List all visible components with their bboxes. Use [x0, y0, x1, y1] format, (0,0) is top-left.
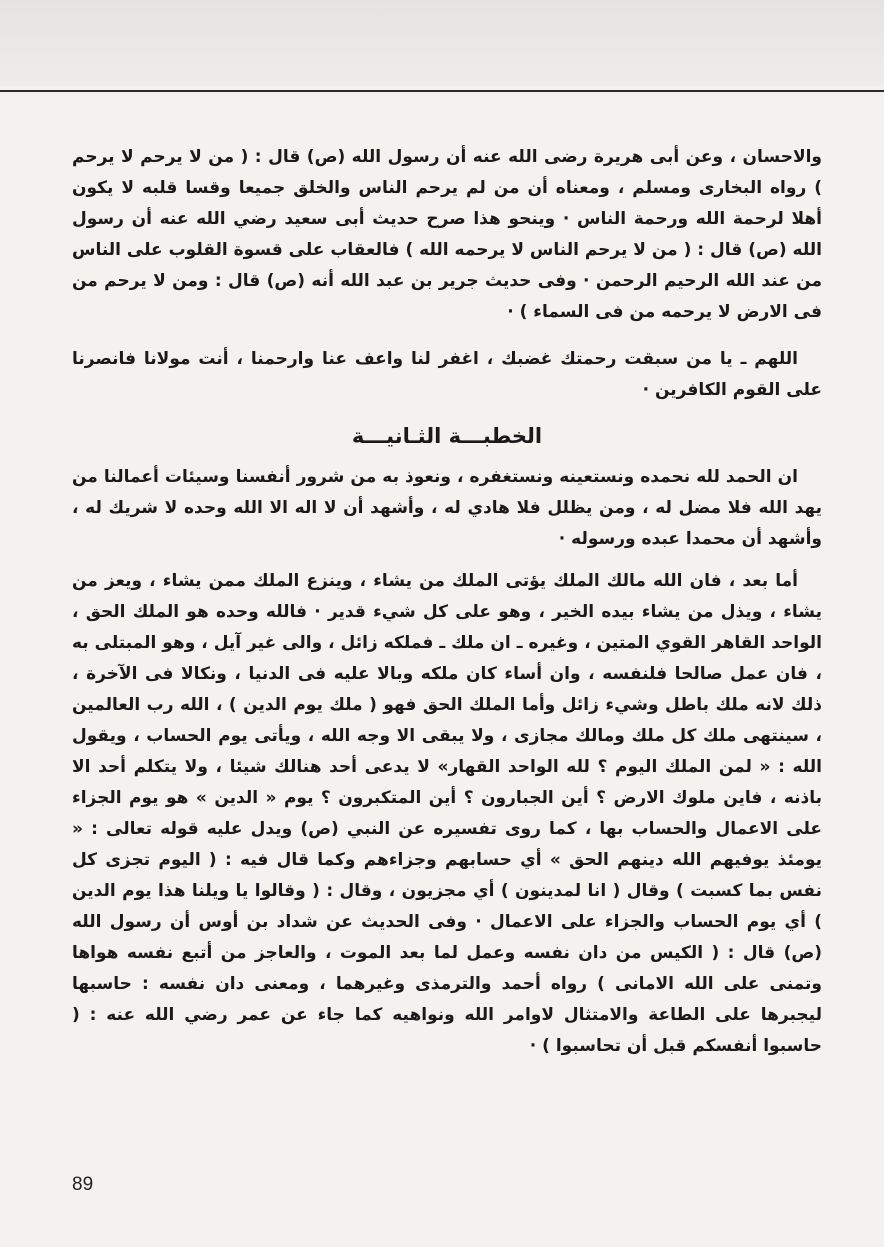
section-heading: الخطبـــة الثـانيـــة: [351, 424, 543, 448]
header-rule: [0, 90, 884, 92]
paragraph-3: ان الحمد لله نحمده ونستعينه ونستغفره ، ونعوذ به من شرور أنفسنا وسيئات أعمالنا من يهد الله فلا مضل له ، ومن يظلل فلا هادي له ، وأشهد أن لا اله الا الله وحده لا شريك له ، وأشهد أن محمدا عبده ورسوله ·: [72, 467, 822, 549]
page-number: 89: [72, 1174, 94, 1195]
paragraph-4: أما بعد ، فان الله مالك الملك يؤتى الملك من يشاء ، وينزع الملك ممن يشاء ، ويعز من يشاء ، ويذل من يشاء بيده الخير ، وهو على كل شيء قدير · فالله وحده هو الملك الحق ، الواحد القاهر القوي المتين ، وغيره ـ ان ملك ـ فملكه زائل ، والى غير آيل ، وهو المبتلى به ، فان عمل صالحا فلنفسه ، وان أساء كان ملكه وبالا عليه فى الدنيا ، ونكالا فى الآخرة ، ذلك لانه ملك باطل وشيء زائل وأما الملك الحق فهو ( ملك يوم الدين ) ، الله رب العالمين ، سينتهى ملك كل ملك ومالك مجازى ، ولا يبقى الا وجه الله ، ويأتى يوم الحساب ، ويقول الله : « لمن الملك اليوم ؟ لله الواحد القهار» لا يدعى أحد هنالك شيئا ، ولا يتكلم أحد الا باذنه ، فاين ملوك الارض ؟ أين الجبارون ؟ أين المتكبرون ؟ يوم « الدين » هو يوم الجزاء على الاعمال والحساب بها ، كما روى تفسيره عن النبي (ص) ويدل عليه قوله تعالى : « يومئذ يوفيهم الله دينهم الحق » أي حسابهم وجزاءهم وكما قال فيه : ( اليوم تجزى كل نفس بما كسبت ) وقال ( انا لمدينون ) أي مجزيون ، وقال : ( وقالوا يا ويلنا هذا يوم الدين ) أي يوم الحساب والجزاء على الاعمال · وفى الحديث عن شداد بن أوس أن رسول الله (ص) قال : ( الكيس من دان نفسه وعمل لما بعد الموت ، والعاجز من أتبع نفسه هواها وتمنى على الله الامانى ) رواه أحمد والترمذى وغيرهما ، ومعنى دان نفسه : حاسبها ليجبرها على الطاعة والامتثال لاوامر الله ونواهيه كما جاء عن عمر رضي الله عنه : ( حاسبوا أنفسكم قبل أن تحاسبوا ) ·: [72, 571, 822, 1056]
page-header-shade: [0, 0, 884, 86]
paragraph-1: والاحسان ، وعن أبى هريرة رضى الله عنه أن رسول الله (ص) قال : ( من لا يرحم لا يرحم ) رواه البخارى ومسلم ، ومعناه أن من لم يرحم الناس والخلق جميعا وقسا قلبه لا يكون أهلا لرحمة الله ورحمة الناس · وينحو هذا صرح حديث أبى سعيد رضي الله عنه أن رسول الله (ص) قال : ( من لا يرحم الناس لا يرحمه الله ) فالعقاب على قسوة القلوب على الناس من عند الله الرحيم الرحمن · وفى حديث جرير بن عبد الله أنه (ص) قال : ومن لا يرحم من فى الارض لا يرحمه من فى السماء ) ·: [72, 147, 822, 322]
paragraph-2: اللهم ـ يا من سبقت رحمتك غضبك ، اغفر لنا واعف عنا وارحمنا ، أنت مولانا فانصرنا على القوم الكافرين ·: [72, 349, 822, 400]
